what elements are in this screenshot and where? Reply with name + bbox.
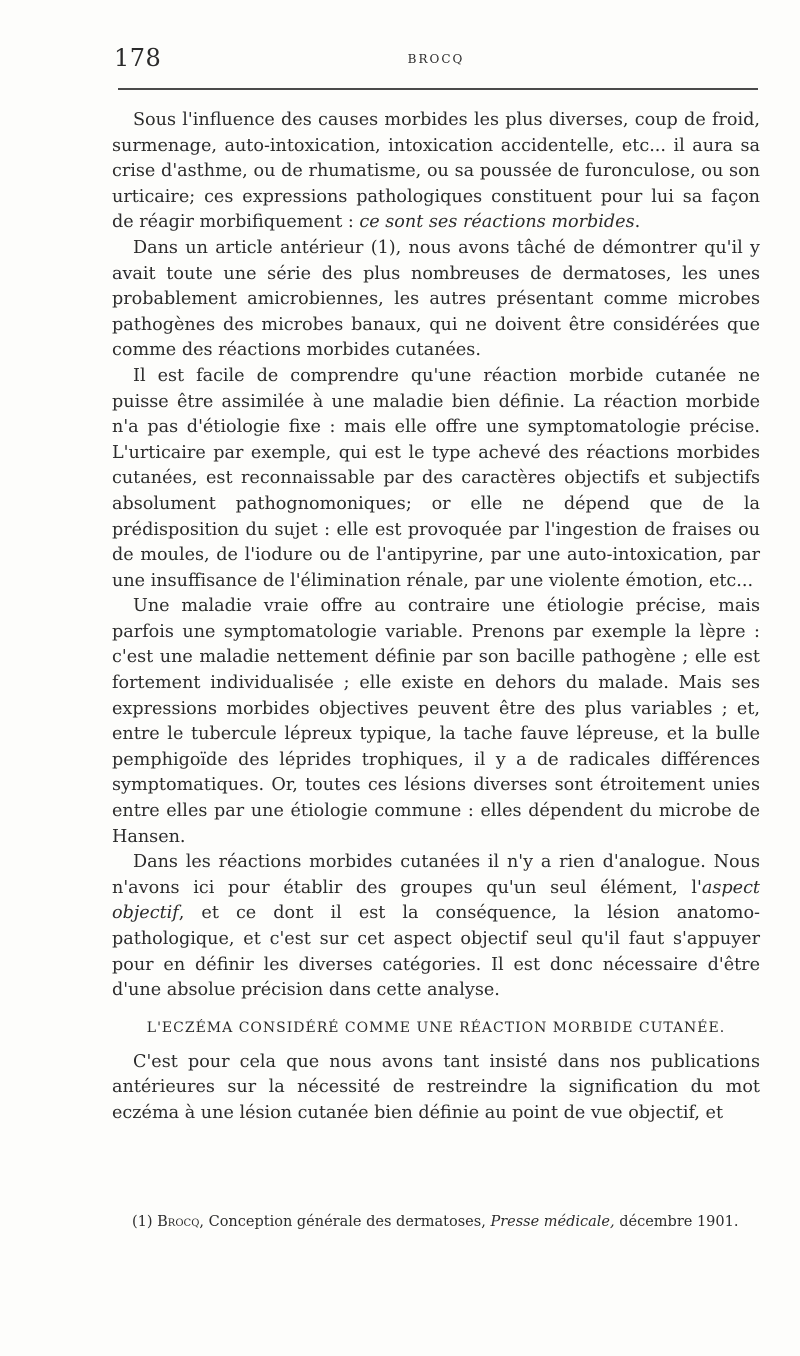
paragraph-3: Il est facile de comprendre qu'une réaction morbide cutanée ne puisse être assimilée à une maladie bien définie. La réaction morbide n'a pas d'étiologie fixe : mais elle offre une symptomatologie précise. L'urticaire par exemple, qui est le type achevé des réactions morbides cutanées, est reconnaissable par des caractères objectifs et subjectifs absolument pathognomoniques; or elle ne dépend que de la prédisposition du sujet : elle est provoquée par l'ingestion de fraises ou de moules, de l'iodure ou de l'antipyrine, par une auto-intoxication, par une insuffisance de l'élimination rénale, par une violente émotion, etc... <box>112 365 760 591</box>
footnote-marker: (1) <box>132 1214 153 1230</box>
body-text <box>112 108 760 1127</box>
footnote <box>132 1212 760 1232</box>
paragraph-5: Dans les réactions morbides cutanées il n'y a rien d'analogue. Nous n'avons ici pour établir des groupes qu'un seul élément, l'aspect objectif, et ce dont il est la conséquence, la lésion anatomo-pathologique, et c'est sur cet aspect objectif seul qu'il faut s'appuyer pour en définir les diverses catégories. Il est donc nécessaire d'être d'une absolue précision dans cette analyse. <box>112 852 760 1001</box>
paragraph-4: Une maladie vraie offre au contraire une étiologie précise, mais parfois une symptomatologie variable. Prenons par exemple la lèpre : c'est une maladie nettement définie par son bacille pathogène ; elle est fortement individualisée ; elle existe en dehors du malade. Mais ses expressions morbides objectives peuvent être des plus variables ; et, entre le tubercule lépreux typique, la tache fauve lépreuse, et la bulle pemphigoïde des léprides trophiques, il y a de radicales différences symptomatiques. Or, toutes ces lésions diverses sont étroitement unies entre elles par une étiologie commune : elles dépendent du microbe de Hansen. <box>112 596 760 847</box>
footnote-journal: Presse médicale, <box>490 1214 615 1230</box>
header-rule <box>118 88 758 90</box>
italic-phrase: aspect objectif <box>112 877 760 924</box>
section-heading: L'ECZÉMA CONSIDÉRÉ COMME UNE RÉACTION MORBIDE CUTANÉE. <box>146 1019 726 1036</box>
italic-phrase: ce sont ses réactions morbides <box>359 212 635 233</box>
paragraph-2: Dans un article antérieur (1), nous avons tâché de démontrer qu'il y avait toute une série des plus nombreuses de dermatoses, les unes probablement amicrobiennes, les autres présentant comme microbes pathogènes des microbes banaux, qui ne doivent être considérées que comme des réactions morbides cutanées. <box>112 237 760 361</box>
page-header <box>112 44 760 84</box>
paragraph-1: Sous l'influence des causes morbides les plus diverses, coup de froid, surmenage, auto-intoxication, intoxication accidentelle, etc... il aura sa crise d'asthme, ou de rhumatisme, ou sa poussée de furonculose, ou son urticaire; ces expressions pathologiques constituent pour lui sa façon de réagir morbifiquement : ce sont ses réactions morbides. <box>112 110 760 233</box>
footnote-text: Conception générale des dermatoses, <box>204 1214 491 1230</box>
paragraph-6: C'est pour cela que nous avons tant insisté dans nos publications antérieures sur la nécessité de restreindre la signification du mot eczéma à une lésion cutanée bien définie au point de vue objectif, et <box>112 1051 760 1123</box>
page-number: 178 <box>114 44 162 72</box>
footnote-author: Brocq, <box>157 1214 204 1230</box>
running-head: BROCQ <box>407 52 465 66</box>
footnote-date: décembre 1901. <box>614 1214 739 1230</box>
